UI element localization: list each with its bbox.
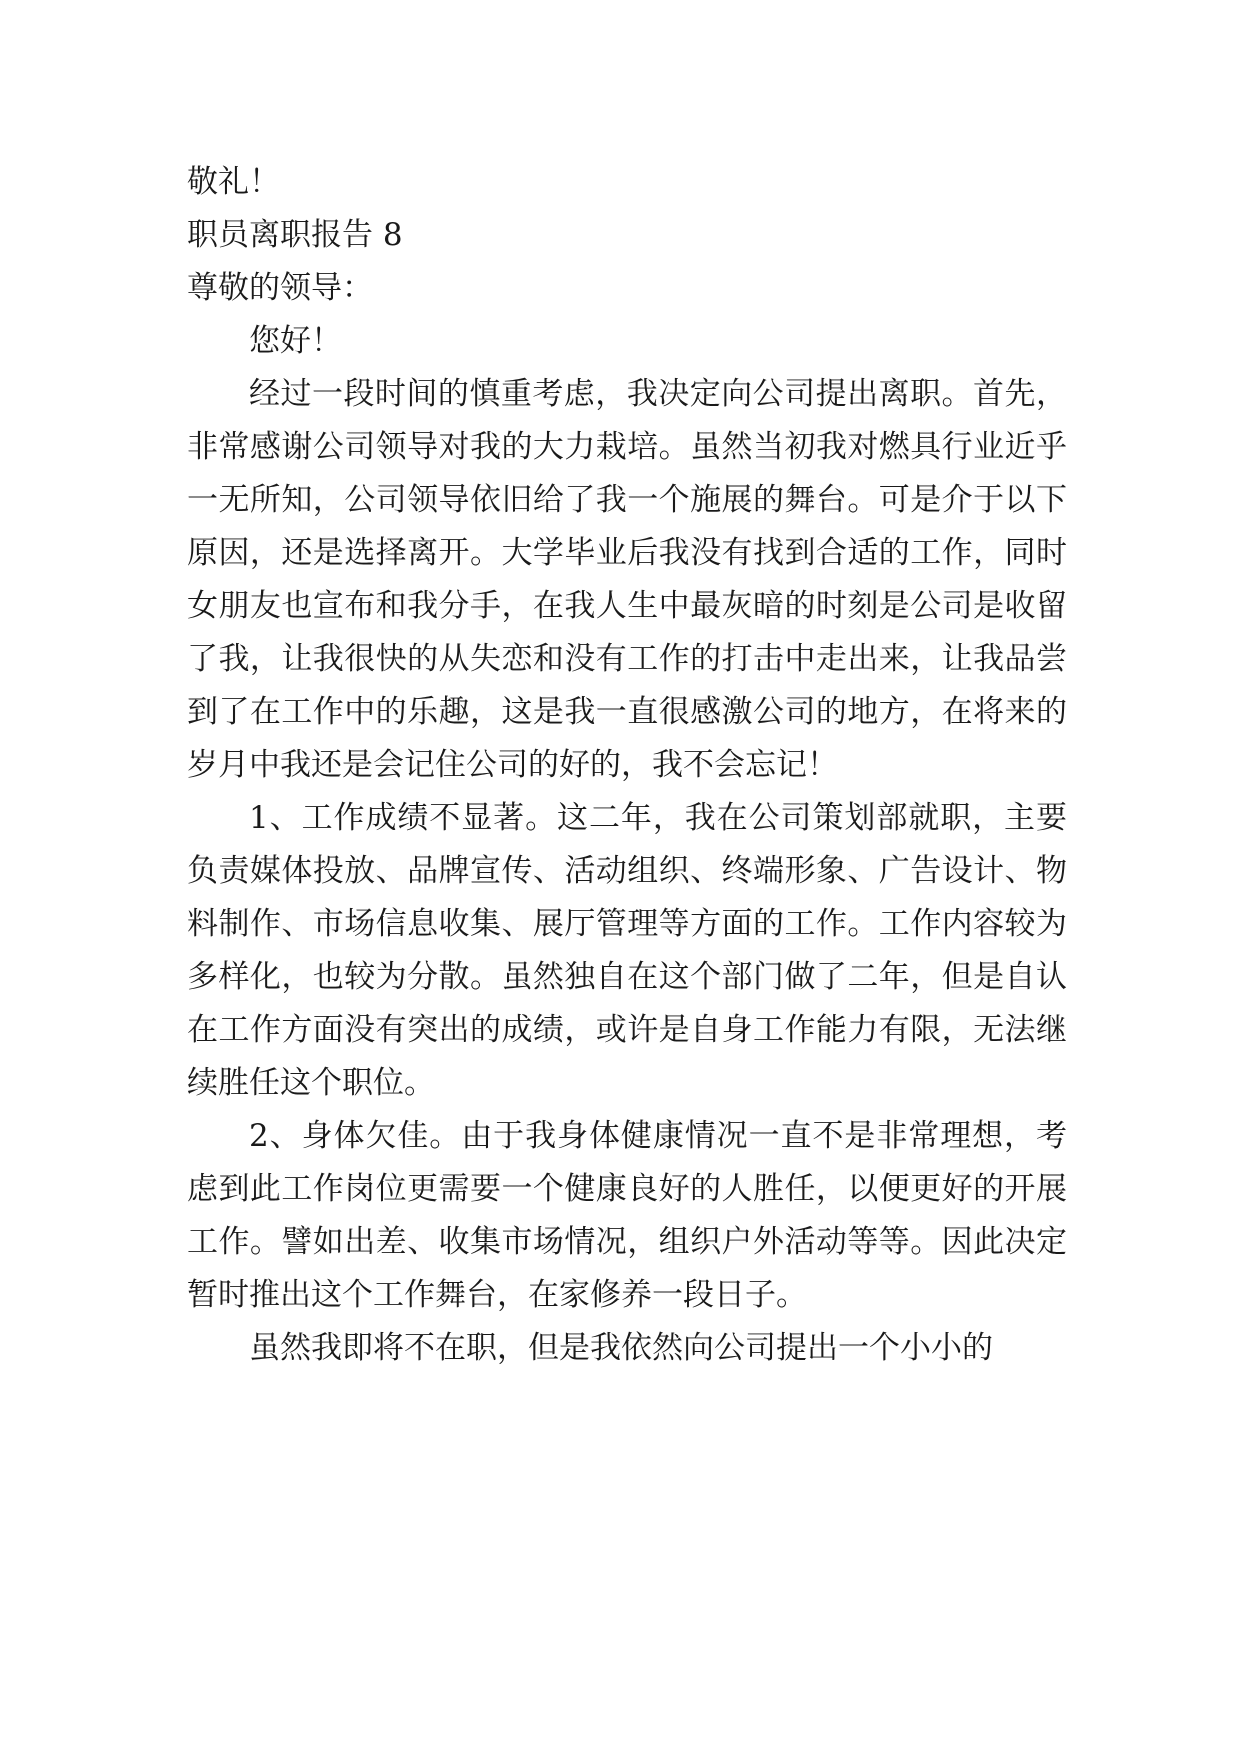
document-title: 职员离职报告 8 [187, 217, 403, 253]
paragraph-reason-1: 1、工作成绩不显著。这二年，我在公司策划部就职，主要负责媒体投放、品牌宣传、活动组织、终端形象、广告设计、物料制作、市场信息收集、展厅管理等方面的工作。工作内容较为多样化，也较为分散。虽然独自在这个部门做了二年，但是自认在工作方面没有突出的成绩，或许是自身工作能力有限，无法继续胜任这个职位。 [187, 800, 1067, 1101]
paragraph-suggestion: 虽然我即将不在职，但是我依然向公司提出一个小小的 [249, 1330, 993, 1366]
greeting: 您好！ [249, 323, 342, 359]
closing-line: 敬礼！ [187, 164, 280, 200]
paragraph-reason-2: 2、身体欠佳。由于我身体健康情况一直不是非常理想，考虑到此工作岗位更需要一个健康良好的人胜任，以便更好的开展工作。譬如出差、收集市场情况，组织户外活动等等。因此决定暂时推出这个工作舞台，在家修养一段日子。 [187, 1118, 1067, 1313]
paragraph-intro: 经过一段时间的慎重考虑，我决定向公司提出离职。首先，非常感谢公司领导对我的大力栽培。虽然当初我对燃具行业近乎一无所知，公司领导依旧给了我一个施展的舞台。可是介于以下原因，还是选择离开。大学毕业后我没有找到合适的工作，同时女朋友也宣布和我分手，在我人生中最灰暗的时刻是公司是收留了我，让我很快的从失恋和没有工作的打击中走出来，让我品尝到了在工作中的乐趣，这是我一直很感激公司的地方，在将来的岁月中我还是会记住公司的好的，我不会忘记！ [187, 376, 1067, 783]
document-body [187, 156, 1067, 1375]
salutation: 尊敬的领导： [187, 270, 373, 306]
